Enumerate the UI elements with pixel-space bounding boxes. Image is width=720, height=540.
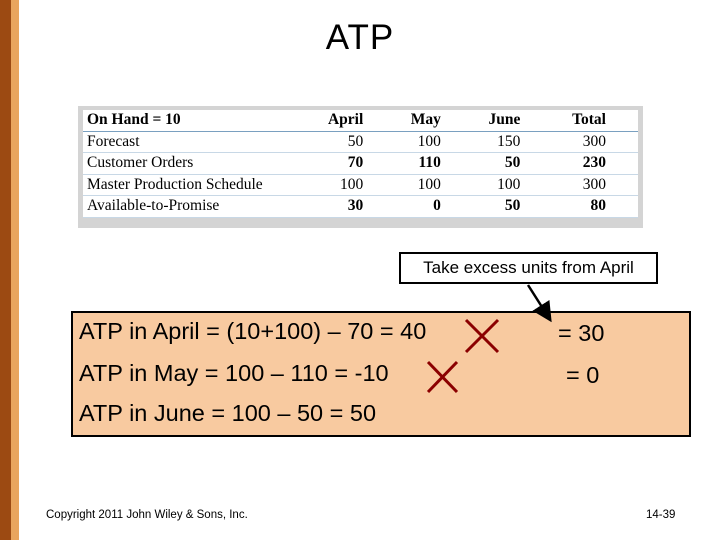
table-cell: 50 [445, 153, 525, 175]
table-cell: 100 [367, 131, 445, 153]
table-cell: 100 [367, 174, 445, 196]
page-number: 14-39 [646, 509, 676, 521]
cross-out-icon-may [428, 362, 457, 392]
table-cell: 300 [524, 131, 638, 153]
table-cell: 100 [445, 174, 525, 196]
table-cell: 150 [445, 131, 525, 153]
table-cell: 110 [367, 153, 445, 175]
row-label-atp: Available-to-Promise [83, 196, 290, 218]
table-cell: 0 [367, 196, 445, 218]
row-label-forecast: Forecast [83, 131, 290, 153]
table-cell: 70 [290, 153, 368, 175]
table-cell: 80 [524, 196, 638, 218]
table-cell: 100 [290, 174, 368, 196]
table-cell: 230 [524, 153, 638, 175]
calc-june: ATP in June = 100 – 50 = 50 [79, 400, 377, 426]
header-total: Total [524, 110, 638, 131]
copyright-footer: Copyright 2011 John Wiley & Sons, Inc. [46, 509, 248, 521]
table-cell: 300 [524, 174, 638, 196]
calc-may: ATP in May = 100 – 110 = -10 [79, 360, 389, 386]
table-cell: 50 [290, 131, 368, 153]
callout-box: Take excess units from April [399, 252, 658, 284]
table-cell: 30 [290, 196, 368, 218]
slide-title: ATP [325, 18, 395, 57]
header-april: April [290, 110, 368, 131]
row-label-customer-orders: Customer Orders [83, 153, 290, 175]
row-label-mps: Master Production Schedule [83, 174, 290, 196]
may-result: = 0 [566, 362, 600, 388]
table-cell: 50 [445, 196, 525, 218]
cross-out-icon-april [466, 320, 498, 352]
april-result: = 30 [558, 320, 605, 346]
calc-april: ATP in April = (10+100) – 70 = 40 [79, 318, 427, 344]
header-june: June [445, 110, 525, 131]
callout-arrow [528, 285, 549, 318]
header-may: May [367, 110, 445, 131]
header-on-hand: On Hand = 10 [83, 110, 290, 131]
